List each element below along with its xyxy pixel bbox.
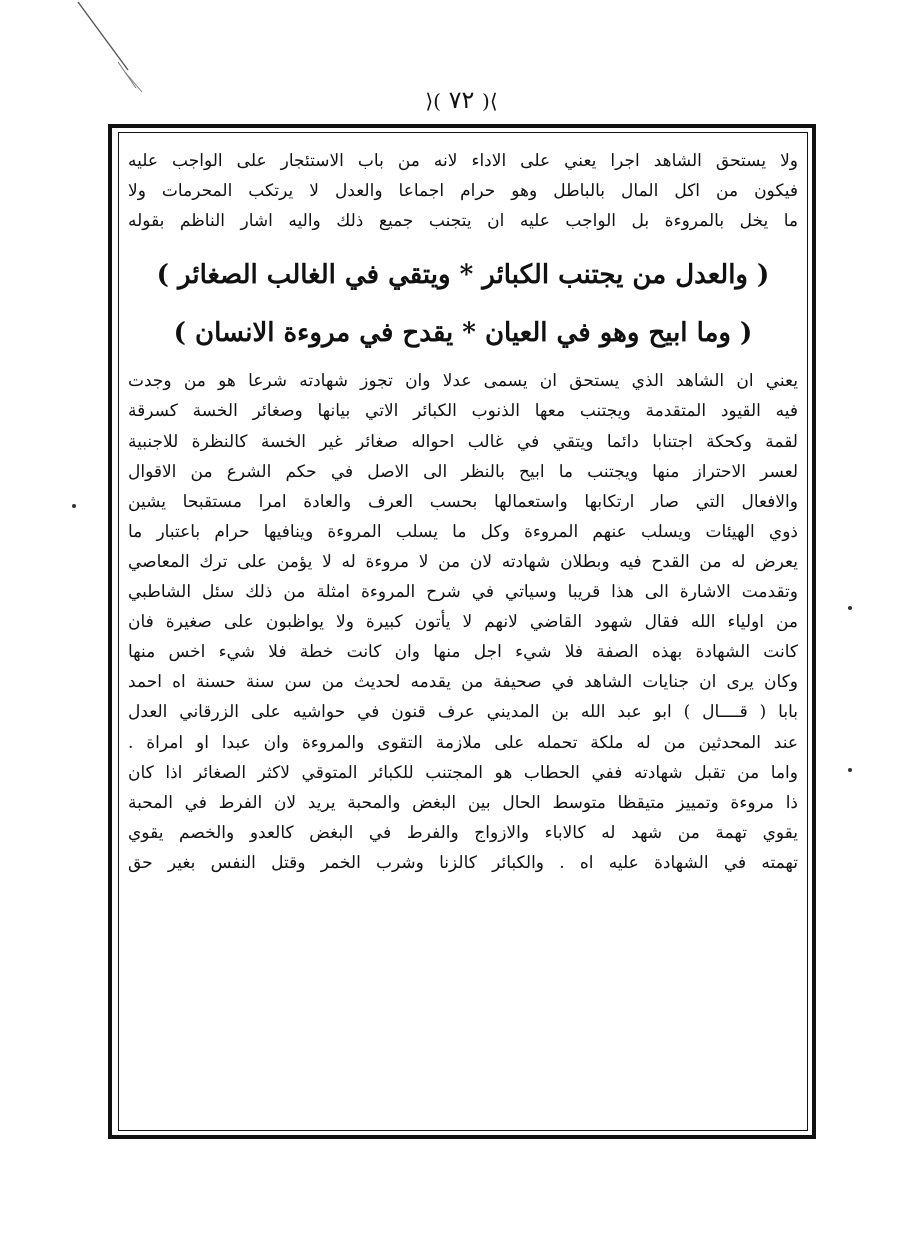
commentary-line: يعرض له من القدح فيه وبطلان شهادته لان من لا مروءة له لا يؤمن على ترك المعاصي	[128, 551, 798, 572]
margin-speck	[848, 768, 852, 772]
commentary-line: وكان يرى ان جنايات الشاهد في صحيفة من يقدمه لحديث من سن سنة حسنة اه احمد	[128, 672, 798, 693]
commentary-line: بابا ( قــــال ) ابو عبد الله بن المديني عرف قنون في حواشيه على الزرقاني العدل	[128, 702, 798, 723]
commentary-line: من اولياء الله فقال شهود القاضي لانهم لا يأتون كبيرة ولا يواظبون على صغيرة فان	[128, 612, 798, 633]
intro-line: ما يخل بالمروءة بل الواجب عليه ان يتجنب جميع ذلك واليه اشار الناظم بقوله	[128, 210, 798, 231]
commentary-line: والافعال التي صار ارتكابها واستعمالها بحسب العرف والعادة امرا مستقبحا يشين	[128, 491, 798, 512]
page-number	[0, 86, 923, 114]
page-text-block	[128, 147, 798, 878]
commentary-line: تهمته في الشهادة عليه اه . والكبائر كالزنا وشرب الخمر وقتل النفس بغير حق	[128, 852, 798, 873]
commentary-line: واما من تقبل شهادته ففي الحطاب هو المجتنب للكبائر المتوقي لاكثر الصغائر اذا كان	[128, 762, 798, 783]
intro-line: فيكون من اكل المال بالباطل وهو حرام اجماعا والعدل لا يرتكب المحرمات ولا	[128, 180, 798, 201]
commentary-line: لقمة وكحكة اجتنابا دائما ويتقي في غالب احواله صغائر غير الخسة كالنظرة للاجنبية	[128, 431, 798, 452]
page-number-ornament-left: ⟩(	[425, 89, 441, 113]
intro-line: ولا يستحق الشاهد اجرا يعني على الاداء لانه من باب الاستئجار على الواجب عليه	[128, 151, 798, 171]
commentary-line: لعسر الاحتراز منها ويجتنب ما ابيح بالنظر الى الاصل في حكم الشرع من الاقوال	[128, 461, 798, 482]
commentary-line: يعني ان الشاهد الذي يستحق ان يسمى عدلا وان تجوز شهادته شرعا هو من وجدت	[128, 371, 798, 392]
commentary-line: كانت الشهادة بهذه الصفة فلا شيء اجل منها وان كانت خطة فلا شيء اخس منها	[128, 642, 798, 663]
commentary-line: ذوي الهيئات ويسلب عنهم المروءة وكل ما يسلب المروءة وينافيها حرام باعتبار ما	[128, 521, 798, 542]
page-number-value: ٧٢	[448, 86, 475, 114]
margin-speck	[848, 606, 852, 610]
commentary-line: عند المحدثين من له ملكة تحمله على ملازمة التقوى والمروءة وان عبدا او امراة .	[128, 732, 798, 753]
margin-speck	[72, 504, 76, 508]
poem-verse: ( والعدل من يجتنب الكبائر * ويتقي في الغالب الصغائر )	[156, 260, 770, 291]
commentary-line: فيه القيود المتقدمة ويجتنب معها الذنوب الكبائر الاتي بيانها وصغائر الخسة كسرقة	[128, 401, 798, 422]
page-number-ornament-right: )⟨	[482, 89, 498, 113]
commentary-line: ذا مروءة وتمييز متيقظا متوسط الحال بين البغض والمحبة يريد لان الفرط في المحبة	[128, 792, 798, 813]
commentary-line: يقوي تهمة من شهد له كالاباء والازواج والفرط في البغض كالعدو والخصم يقوي	[128, 822, 798, 843]
poem-verse: ( وما ابيح وهو في العيان * يقدح في مروءة الانسان )	[173, 318, 753, 349]
commentary-line: وتقدمت الاشارة الى هذا قريبا وسياتي في شرح المروءة امثلة من ذلك سئل الشاطبي	[128, 582, 798, 603]
